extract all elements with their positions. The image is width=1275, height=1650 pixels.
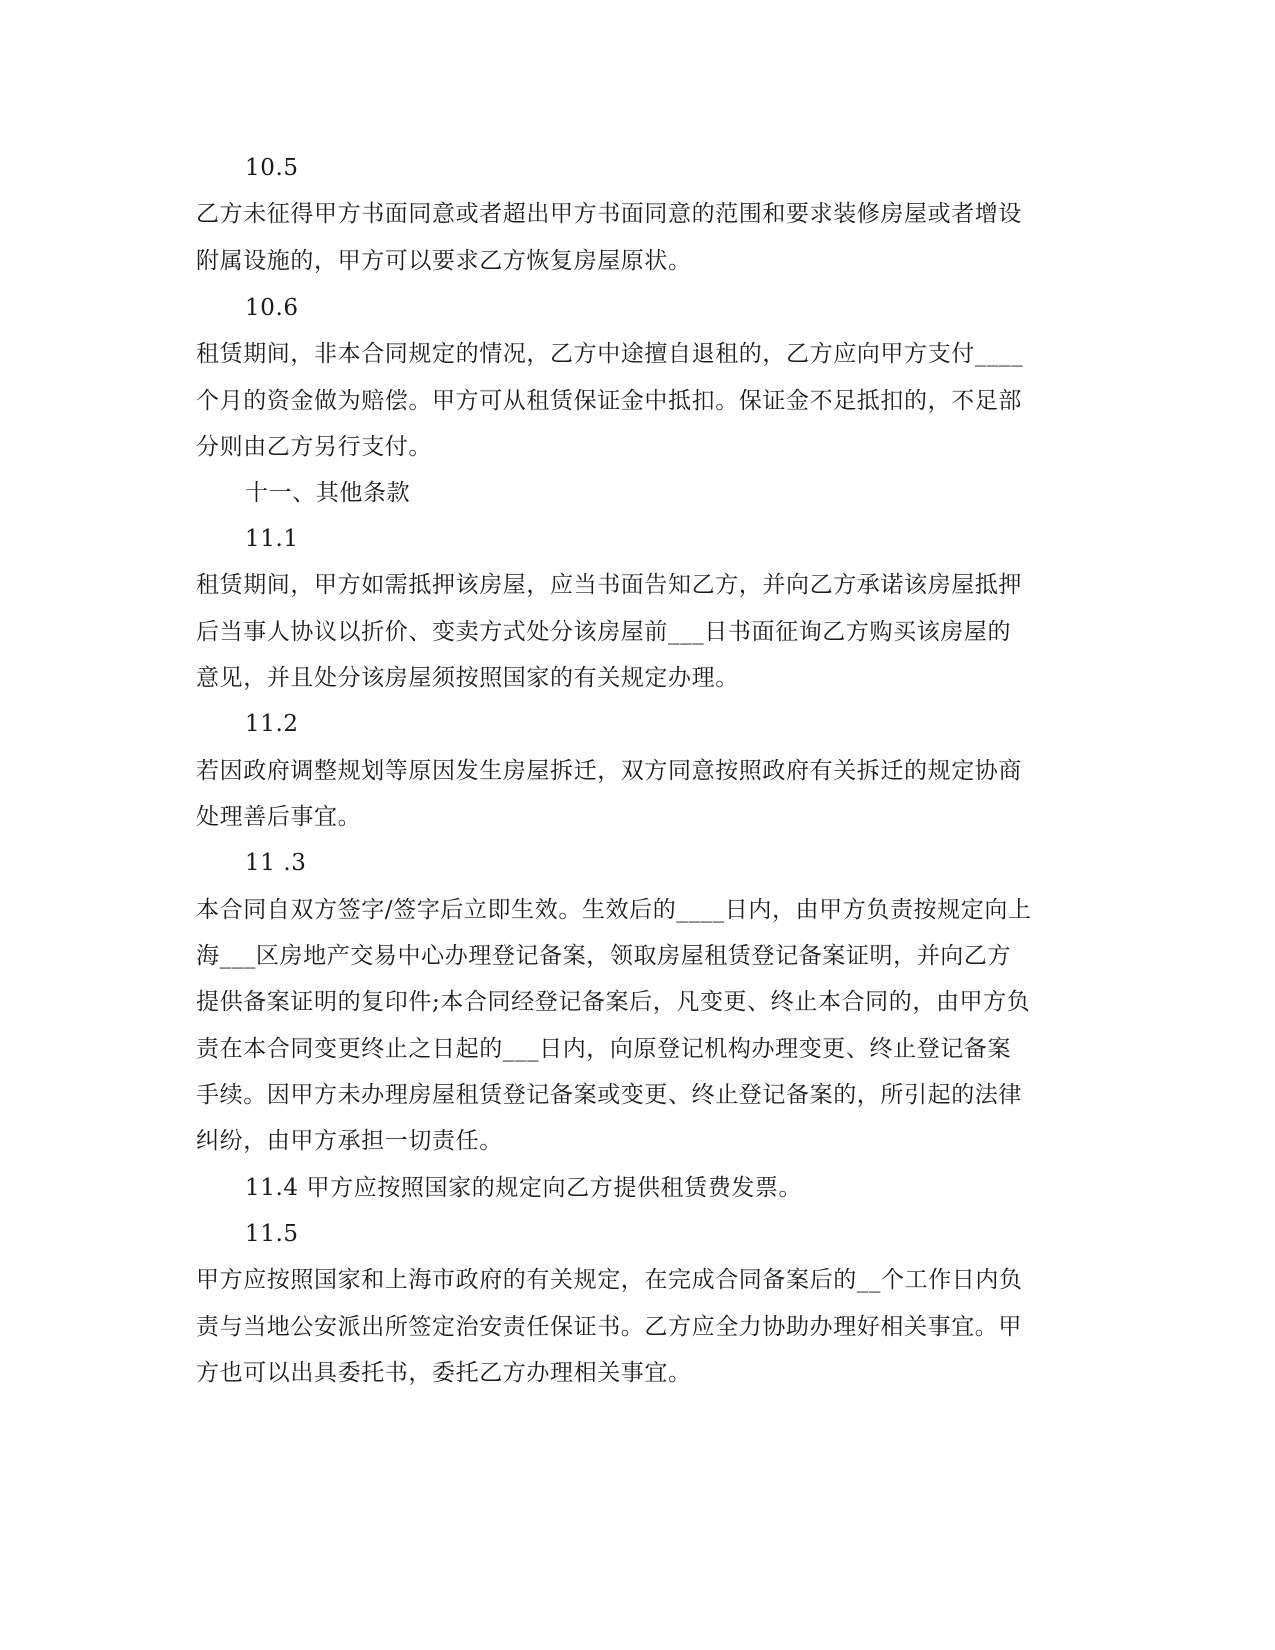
clause-text-line: 租赁期间，非本合同规定的情况，乙方中途擅自退租的，乙方应向甲方支付____ [196,341,1024,367]
clause-text-line: 海___区房地产交易中心办理登记备案，领取房屋租赁登记备案证明，并向乙方 [196,943,1012,969]
clause-text-line: 附属设施的，甲方可以要求乙方恢复房屋原状。 [196,248,692,274]
clause-number-11-1: 11.1 [245,526,299,552]
clause-number-11-3: 11 .3 [245,850,307,876]
clause-text-line: 处理善后事宜。 [196,804,362,830]
clause-text-line: 个月的资金做为赔偿。甲方可从租赁保证金中抵扣。保证金不足抵扣的，不足部 [196,388,1022,414]
clause-number-11-2: 11.2 [245,711,299,737]
clause-text-line: 责与当地公安派出所签定治安责任保证书。乙方应全力协助办理好相关事宜。甲 [196,1314,1022,1340]
clause-text-line: 租赁期间，甲方如需抵押该房屋，应当书面告知乙方，并向乙方承诺该房屋抵押 [196,572,1022,598]
clause-text-line: 手续。因甲方未办理房屋租赁登记备案或变更、终止登记备案的，所引起的法律 [196,1082,1022,1108]
clause-11-4: 11.4 甲方应按照国家的规定向乙方提供租赁费发票。 [245,1175,803,1201]
clause-text-line: 甲方应按照国家和上海市政府的有关规定，在完成合同备案后的__个工作日内负 [196,1267,1023,1293]
clause-text-line: 乙方未征得甲方书面同意或者超出甲方书面同意的范围和要求装修房屋或者增设 [196,201,1022,227]
clause-text-line: 本合同自双方签字/签字后立即生效。生效后的____日内，由甲方负责按规定向上 [196,897,1032,923]
clause-text-line: 分则由乙方另行支付。 [196,434,432,460]
clause-text-line: 提供备案证明的复印件;本合同经登记备案后，凡变更、终止本合同的，由甲方负 [196,989,1031,1015]
clause-text-line: 责在本合同变更终止之日起的___日内，向原登记机构办理变更、终止登记备案 [196,1036,1012,1062]
clause-number-10-6: 10.6 [245,295,299,321]
section-heading: 十一、其他条款 [245,480,411,506]
clause-number-10-5: 10.5 [245,155,299,181]
clause-text-line: 意见，并且处分该房屋须按照国家的有关规定办理。 [196,665,739,691]
clause-text-line: 后当事人协议以折价、变卖方式处分该房屋前___日书面征询乙方购买该房屋的 [196,619,1012,645]
clause-text-line: 方也可以出具委托书，委托乙方办理相关事宜。 [196,1360,692,1386]
clause-number-11-5: 11.5 [245,1221,299,1247]
clause-text-line: 纠纷，由甲方承担一切责任。 [196,1128,503,1154]
clause-text-line: 若因政府调整规划等原因发生房屋拆迁，双方同意按照政府有关拆迁的规定协商 [196,758,1022,784]
